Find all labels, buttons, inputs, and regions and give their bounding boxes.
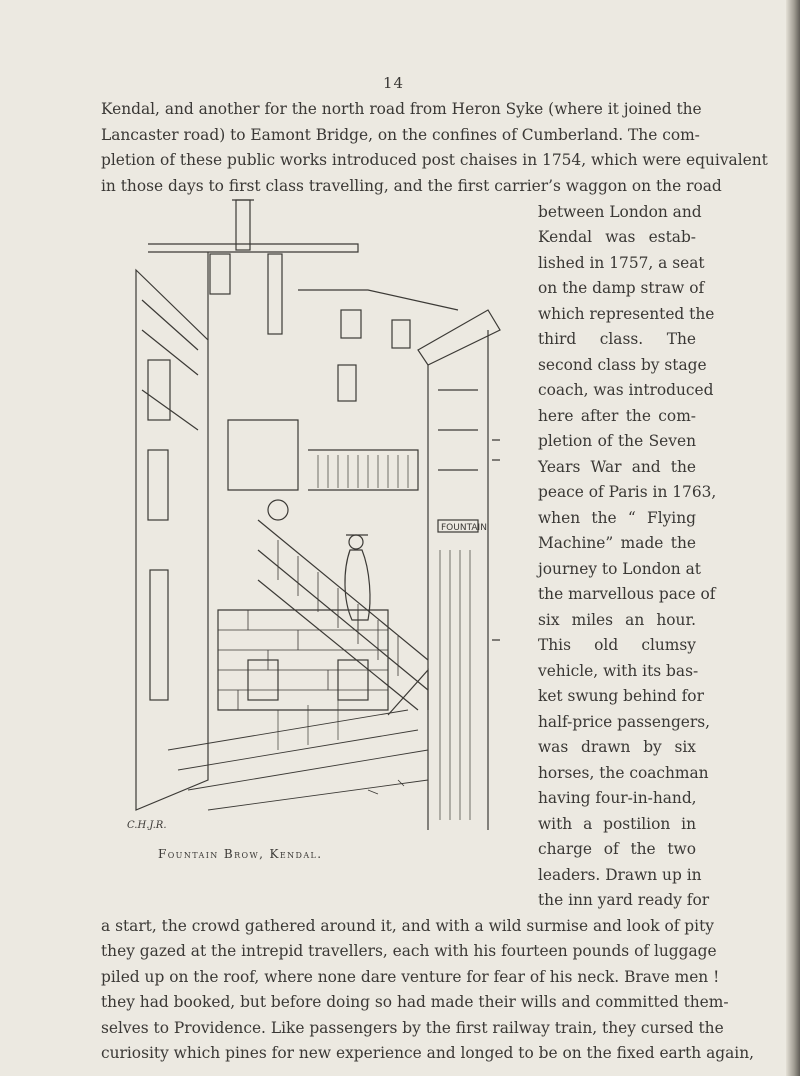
text-line: peace of Paris in 1763, xyxy=(538,483,717,501)
text-line: which represented the xyxy=(538,305,715,323)
text-line: they gazed at the intrepid travellers, each with his fourteen pounds of luggage xyxy=(101,942,717,960)
text-line: journey to London at xyxy=(538,560,701,578)
text-line: charge of the two xyxy=(538,840,696,858)
text-line: having four-in-hand, xyxy=(538,789,697,807)
page-edge-shadow xyxy=(786,0,800,1076)
text-line: here after the com- xyxy=(538,407,696,425)
text-line: ket swung behind for xyxy=(538,687,704,705)
text-line: Kendal, and another for the north road from Heron Syke (where it joined the xyxy=(101,100,702,118)
text-line: This old clumsy xyxy=(538,636,696,654)
text-line: third class. The xyxy=(538,330,696,348)
text-line: was drawn by six xyxy=(538,738,696,756)
text-line: they had booked, but before doing so had made their wills and committed them- xyxy=(101,993,729,1011)
text-line: vehicle, with its bas- xyxy=(538,662,699,680)
text-line: the marvellous pace of xyxy=(538,585,716,603)
text-line: second class by stage xyxy=(538,356,707,374)
text-line: horses, the coachman xyxy=(538,764,709,782)
text-line: Machine” made the xyxy=(538,534,696,552)
text-line: Years War and the xyxy=(538,458,696,476)
text-line: Lancaster road) to Eamont Bridge, on the confines of Cumberland. The com- xyxy=(101,126,700,144)
text-line: on the damp straw of xyxy=(538,279,705,297)
text-line: in those days to first class travelling, and the first carrier’s waggon on the road xyxy=(101,177,722,195)
text-line: six miles an hour. xyxy=(538,611,696,629)
text-line: between London and xyxy=(538,203,702,221)
illustration-caption: Fountain Brow, Kendal. xyxy=(158,847,323,861)
text-line: coach, was introduced xyxy=(538,381,714,399)
text-line: with a postilion in xyxy=(538,815,696,833)
text-line: Kendal was estab- xyxy=(538,228,696,246)
sign-text: FOUNTAIN xyxy=(441,523,487,533)
text-line: curiosity which pines for new experience and longed to be on the fixed earth again, xyxy=(101,1044,755,1062)
text-line: selves to Providence. Like passengers by the first railway train, they cursed the xyxy=(101,1019,724,1037)
text-line: pletion of these public works introduced post chaises in 1754, which were equivalent xyxy=(101,151,768,169)
text-line: the inn yard ready for xyxy=(538,891,710,909)
text-line: piled up on the roof, where none dare venture for fear of his neck. Brave men ! xyxy=(101,968,720,986)
text-line: pletion of the Seven xyxy=(538,432,696,450)
page-number: 14 xyxy=(383,74,405,92)
artist-signature: C.H.J.R. xyxy=(127,820,167,831)
text-line: lished in 1757, a seat xyxy=(538,254,705,272)
fountain-brow-illustration xyxy=(128,190,508,830)
text-line: a start, the crowd gathered around it, and with a wild surmise and look of pity xyxy=(101,917,714,935)
text-line: half-price passengers, xyxy=(538,713,711,731)
text-line: when the “ Flying xyxy=(538,509,696,527)
text-line: leaders. Drawn up in xyxy=(538,866,702,884)
